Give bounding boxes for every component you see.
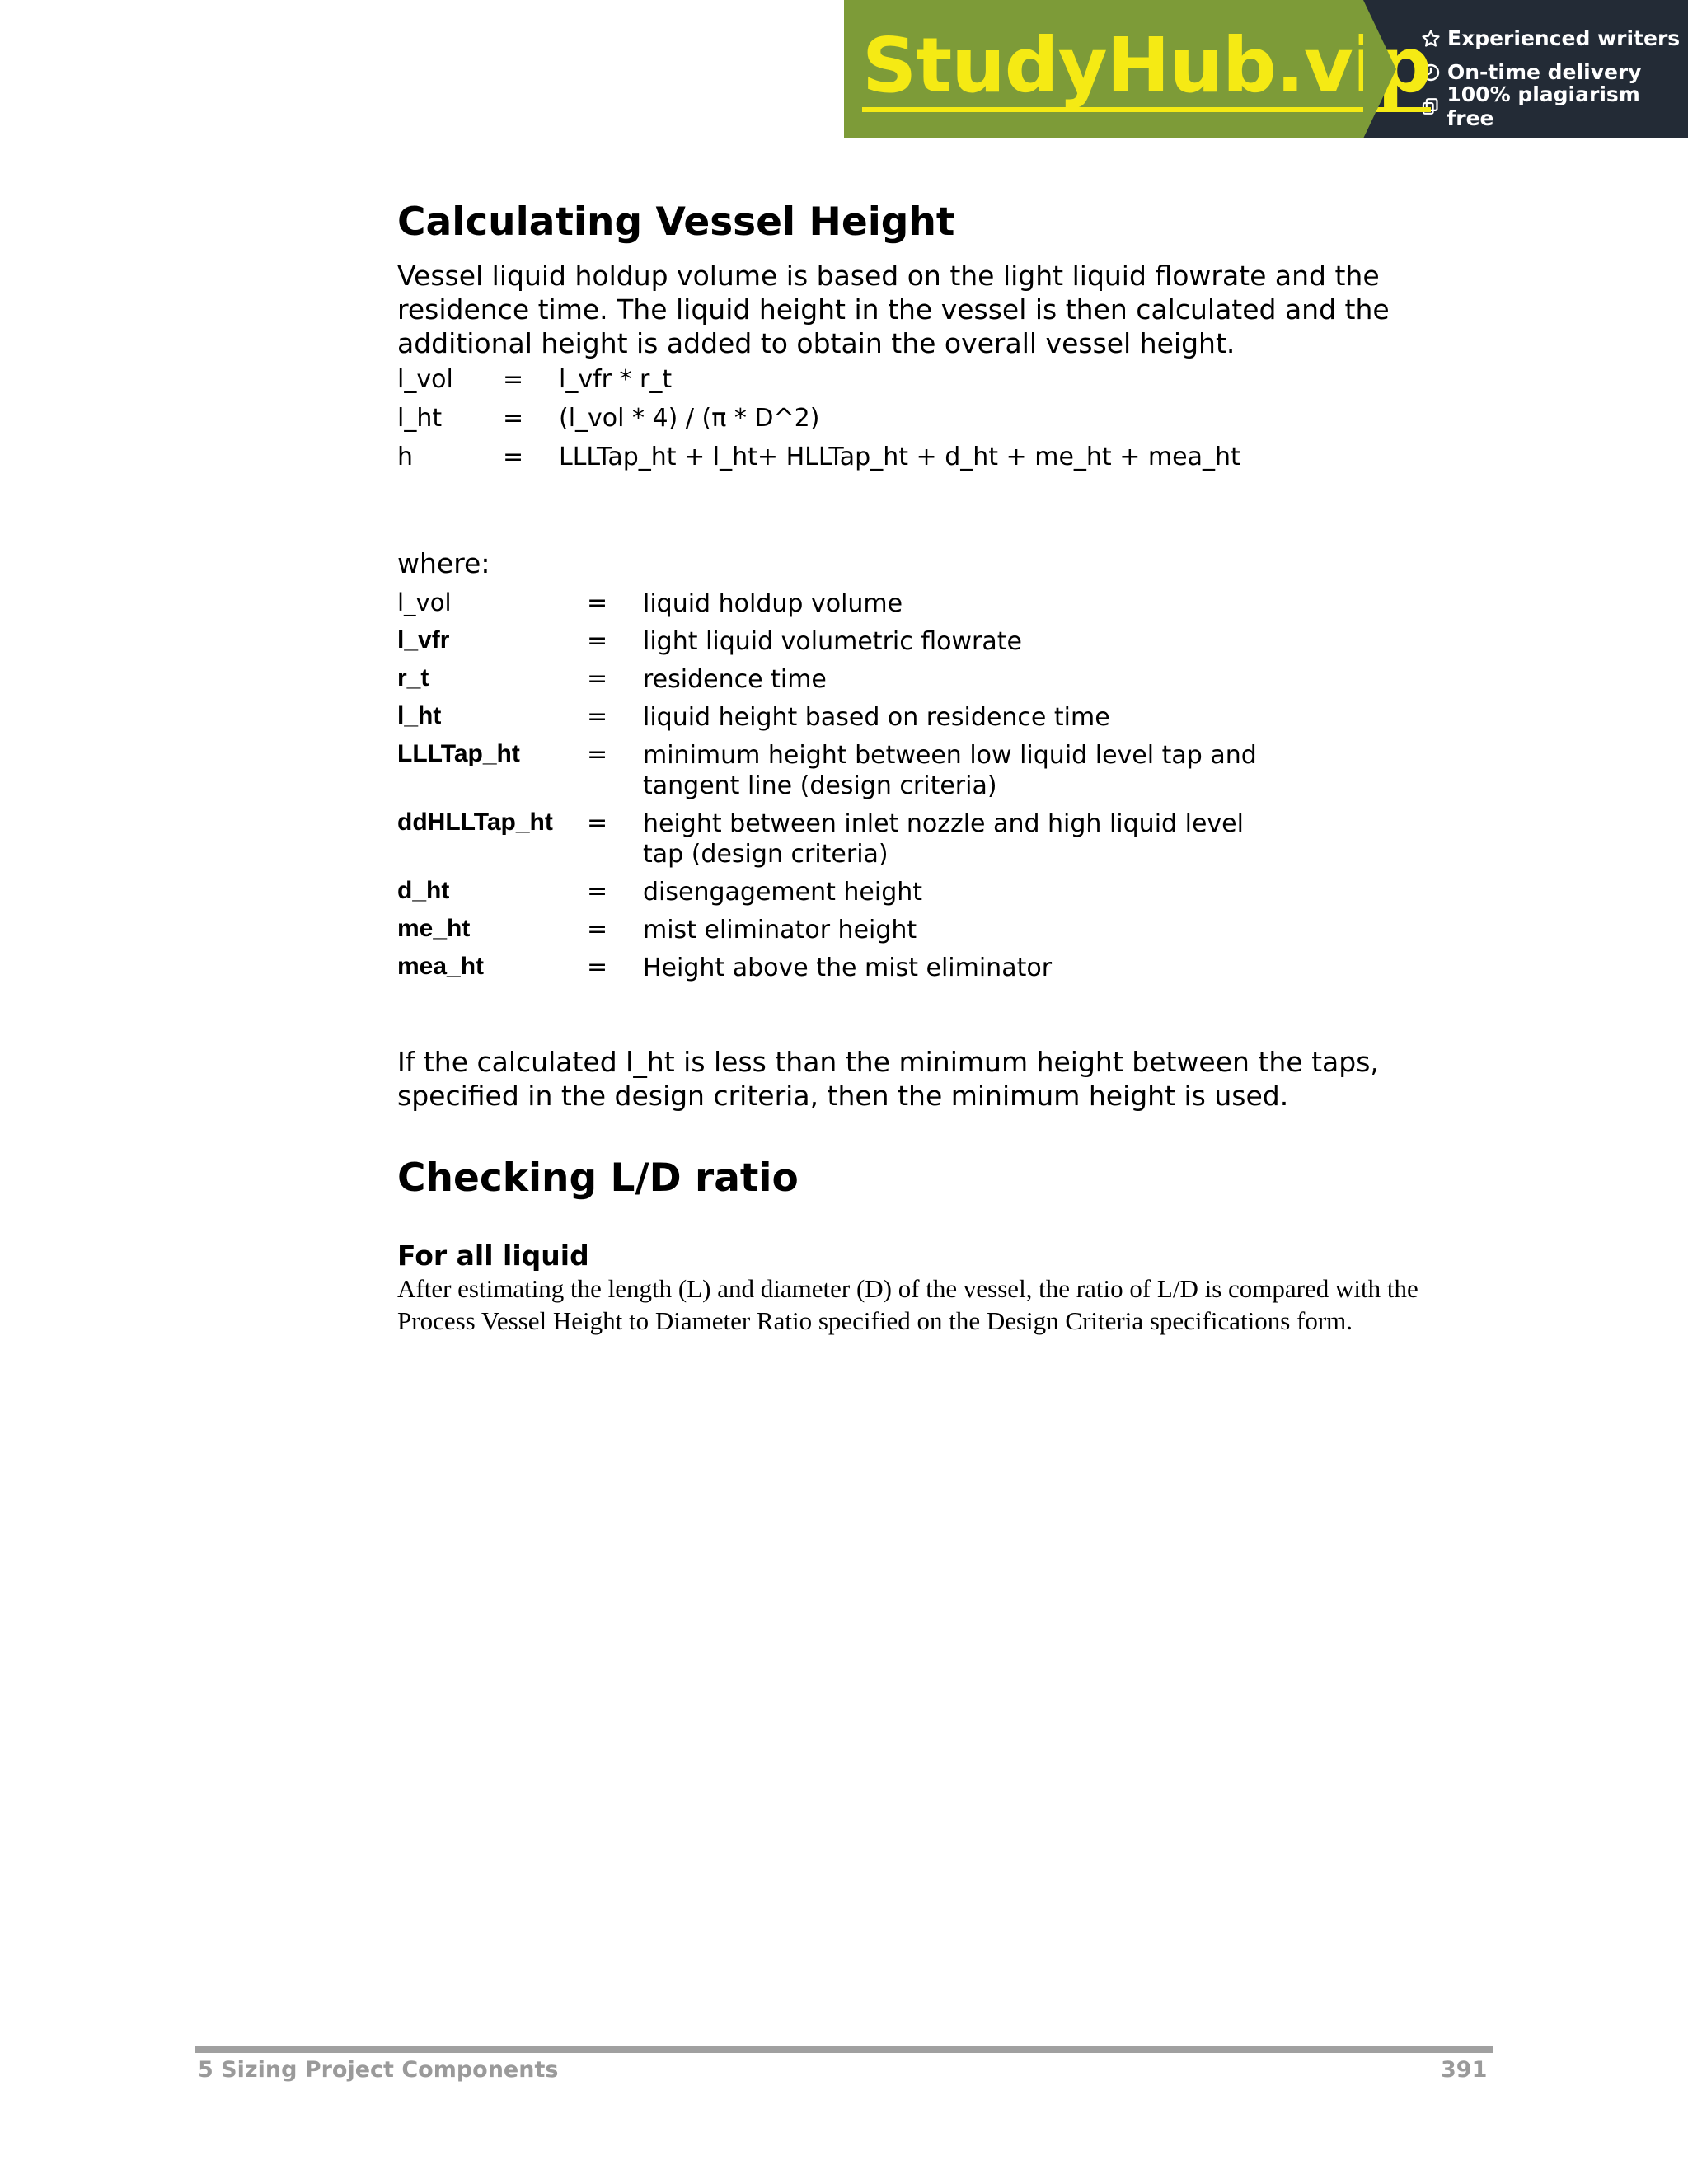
- page-number: 391: [1441, 2057, 1488, 2083]
- definition-row: [397, 872, 1286, 910]
- definition-desc: residence time: [643, 665, 827, 694]
- definition-row: [397, 583, 1286, 621]
- equation-lhs: l_vol: [397, 365, 453, 394]
- footer-divider: [195, 2046, 1493, 2053]
- definition-list: [397, 583, 1286, 986]
- definition-term: LLLTap_ht: [397, 740, 520, 767]
- definition-desc: mist eliminator height: [643, 916, 917, 944]
- equation-equals: =: [503, 404, 524, 433]
- feature-label: 100% plagiarism free: [1447, 82, 1640, 130]
- section-title-vessel-height: Calculating Vessel Height: [397, 199, 955, 245]
- feature-item: [1421, 21, 1688, 55]
- definition-row: [397, 697, 1286, 735]
- definition-desc: height between inlet nozzle and high liquid level tap (design criteria): [643, 809, 1244, 869]
- definition-desc: liquid height based on residence time: [643, 703, 1110, 732]
- definition-row: [397, 910, 1286, 948]
- definition-desc: disengagement height: [643, 878, 923, 907]
- brand-logo: StudyHub.vip: [862, 25, 1431, 112]
- equation-lhs: l_ht: [397, 404, 443, 433]
- promo-banner[interactable]: [844, 0, 1688, 138]
- brand-panel: [844, 0, 1432, 138]
- section-title-ld-ratio: Checking L/D ratio: [397, 1155, 799, 1201]
- equation-list: [397, 360, 1240, 476]
- definition-term: r_t: [397, 664, 429, 691]
- intro-paragraph: Vessel liquid holdup volume is based on the light liquid flowrate and the residence time. The liquid height in the vessel is then calculated and the additional height is added to obtain the overall vessel height.: [397, 260, 1390, 359]
- equation-equals: =: [503, 443, 524, 471]
- definition-equals: =: [587, 877, 608, 906]
- definition-desc: liquid holdup volume: [643, 589, 903, 618]
- subsection-title: For all liquid: [397, 1240, 589, 1272]
- definition-equals: =: [587, 808, 608, 837]
- equation-row: [397, 360, 1240, 399]
- definition-equals: =: [587, 953, 608, 982]
- definition-term: me_ht: [397, 915, 471, 942]
- definition-equals: =: [587, 664, 608, 693]
- equation-row: [397, 438, 1240, 476]
- equation-rhs: LLLTap_ht + l_ht+ HLLTap_ht + d_ht + me_ht + mea_ht: [559, 443, 1240, 471]
- definition-desc: minimum height between low liquid level tap and tangent line (design criteria): [643, 741, 1257, 800]
- equation-row: [397, 399, 1240, 438]
- definition-term: mea_ht: [397, 953, 485, 980]
- feature-item: [1421, 82, 1688, 130]
- equation-rhs: (l_vol * 4) / (π * D^2): [559, 404, 820, 433]
- definition-term: d_ht: [397, 877, 450, 904]
- footer-chapter: 5 Sizing Project Components: [198, 2057, 559, 2083]
- equation-equals: =: [503, 365, 524, 394]
- feature-label: Experienced writers: [1447, 26, 1681, 50]
- document-body: [397, 190, 1502, 1337]
- definition-row: [397, 621, 1286, 659]
- definition-term: l_vfr: [397, 626, 450, 654]
- definition-equals: =: [587, 626, 608, 655]
- definition-term: l_ht: [397, 702, 442, 729]
- closing-paragraph: If the calculated l_ht is less than the minimum height between the taps, specified in the design criteria, then the minimum height is used.: [397, 1046, 1379, 1112]
- definition-row: [397, 735, 1286, 804]
- definition-equals: =: [587, 915, 608, 944]
- definition-equals: =: [587, 702, 608, 731]
- equation-rhs: l_vfr * r_t: [559, 365, 673, 394]
- equation-lhs: h: [397, 443, 414, 471]
- ld-ratio-paragraph: After estimating the length (L) and diameter (D) of the vessel, the ratio of L/D is compared with the Process Vessel Height to Diameter Ratio specified on the Design Criteria specifications form.: [397, 1274, 1418, 1335]
- feature-label: On-time delivery: [1447, 60, 1642, 84]
- definition-row: [397, 948, 1286, 986]
- definition-row: [397, 804, 1286, 872]
- where-label: where:: [397, 547, 490, 579]
- definition-equals: =: [587, 740, 608, 769]
- definition-desc: Height above the mist eliminator: [643, 954, 1053, 982]
- definition-row: [397, 659, 1286, 697]
- definition-desc: light liquid volumetric flowrate: [643, 627, 1022, 656]
- definition-term: l_vol: [397, 588, 452, 616]
- definition-term: ddHLLTap_ht: [397, 808, 553, 836]
- definition-equals: =: [587, 588, 608, 617]
